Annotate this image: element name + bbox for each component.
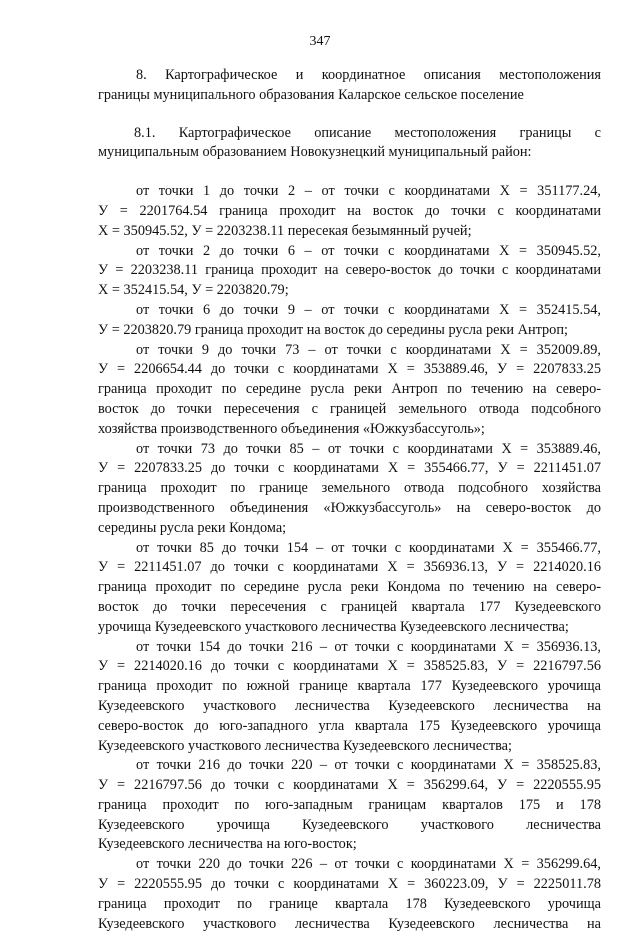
paragraph-line: от точки 216 до точки 220 – от точки с координатами X = 358525.83,: [136, 757, 601, 774]
paragraph: [98, 855, 601, 934]
paragraph-line: хозяйства производственного объединения «Южкузбассуголь»;: [98, 420, 485, 437]
paragraph-line: граница проходит по южной границе квартала 177 Кузедеевского урочища: [98, 678, 601, 695]
heading-line: границы муниципального образования Каларское сельское поселение: [98, 86, 524, 103]
paragraph-line: Кузедеевского лесничества на юго-восток;: [98, 836, 357, 853]
paragraph: [98, 638, 601, 757]
paragraph-line: граница проходит по юго-западным границам кварталов 175 и 178: [98, 796, 601, 813]
paragraph-line: от точки 220 до точки 226 – от точки с координатами X = 356299.64,: [136, 856, 601, 873]
paragraph-line: Кузедеевского участкового лесничества Кузедеевского лесничества;: [98, 737, 512, 754]
paragraph-line: У = 2206654.44 до точки с координатами X = 353889.46, У = 2207833.25: [98, 361, 601, 378]
paragraph-line: граница проходит по середине русла реки Антроп по течению на северо-: [98, 381, 601, 398]
subsection-title: [98, 124, 601, 164]
paragraph-line: восток до точки пересечения с границей квартала 177 Кузедеевского: [98, 598, 601, 615]
paragraph-line: У = 2211451.07 до точки с координатами X = 356936.13, У = 2214020.16: [98, 559, 601, 576]
paragraph-line: от точки 154 до точки 216 – от точки с координатами X = 356936.13,: [136, 638, 601, 655]
paragraph-line: Кузедеевского участкового лесничества Кузедеевского лесничества на: [98, 915, 601, 932]
page-number: 347: [309, 34, 331, 49]
paragraph-line: У = 2203820.79 граница проходит на восток до середины русла реки Антроп;: [98, 321, 568, 338]
paragraph-line: восток до точки пересечения с границей земельного отвода подсобного: [98, 400, 601, 417]
section-title-line: муниципальным образованием Новокузнецкий муниципальный район:: [98, 144, 532, 161]
paragraph: [98, 756, 601, 855]
paragraph: [98, 539, 601, 638]
heading-line: 8. Картографическое и координатное описания местоположения: [136, 67, 601, 83]
paragraph-line: от точки 73 до точки 85 – от точки с координатами X = 353889.46,: [136, 440, 601, 457]
paragraph-line: У = 2216797.56 до точки с координатами X = 356299.64, У = 2220555.95: [98, 777, 601, 794]
paragraph-line: производственного объединения «Южкузбассуголь» на северо-восток до: [98, 499, 601, 516]
paragraph-line: северо-восток до юго-западного угла квартала 175 Кузедеевского урочища: [98, 717, 601, 734]
paragraph: [98, 242, 601, 301]
paragraph-line: урочища Кузедеевского участкового лесничества Кузедеевского лесничества;: [98, 618, 569, 635]
paragraph-line: У = 2214020.16 до точки с координатами X = 358525.83, У = 2216797.56: [98, 658, 601, 675]
paragraph: [98, 182, 601, 241]
paragraph: [98, 341, 601, 440]
paragraph-line: У = 2203238.11 граница проходит на северо-восток до точки с координатами: [98, 262, 601, 279]
paragraph-line: X = 350945.52, У = 2203238.11 пересекая безымянный ручей;: [98, 222, 472, 239]
paragraph-list: [98, 182, 601, 934]
paragraph-line: граница проходит по середине русла реки Кондома по течению на северо-: [98, 579, 601, 596]
paragraph-line: У = 2207833.25 до точки с координатами X = 355466.77, У = 2211451.07: [98, 460, 601, 477]
paragraph-line: X = 352415.54, У = 2203820.79;: [98, 282, 289, 299]
paragraph-line: середины русла реки Кондома;: [98, 519, 287, 536]
paragraph-line: от точки 6 до точки 9 – от точки с координатами X = 352415.54,: [136, 301, 601, 318]
paragraph-line: граница проходит по границе квартала 178 Кузедеевского урочища: [98, 895, 601, 912]
paragraph-line: Кузедеевского урочища Кузедеевского участкового лесничества: [98, 816, 601, 833]
paragraph-line: У = 2220555.95 до точки с координатами X = 360223.09, У = 2225011.78: [98, 876, 601, 893]
document-body: [98, 66, 601, 934]
paragraph-line: от точки 1 до точки 2 – от точки с координатами X = 351177.24,: [136, 183, 601, 200]
section-heading: [98, 66, 601, 106]
paragraph-line: от точки 2 до точки 6 – от точки с координатами X = 350945.52,: [136, 242, 601, 259]
paragraph: [98, 301, 601, 341]
paragraph-line: от точки 85 до точки 154 – от точки с координатами X = 355466.77,: [136, 539, 601, 556]
paragraph-line: У = 2201764.54 граница проходит на восток до точки с координатами: [98, 202, 601, 219]
paragraph-line: граница проходит по границе земельного отвода подсобного хозяйства: [98, 480, 601, 497]
section-title-line: 8.1. Картографическое описание местоположения границы с: [134, 124, 601, 141]
paragraph-line: от точки 9 до точки 73 – от точки с координатами X = 352009.89,: [136, 341, 601, 358]
paragraph: [98, 440, 601, 539]
paragraph-line: Кузедеевского участкового лесничества Кузедеевского лесничества на: [98, 697, 601, 714]
